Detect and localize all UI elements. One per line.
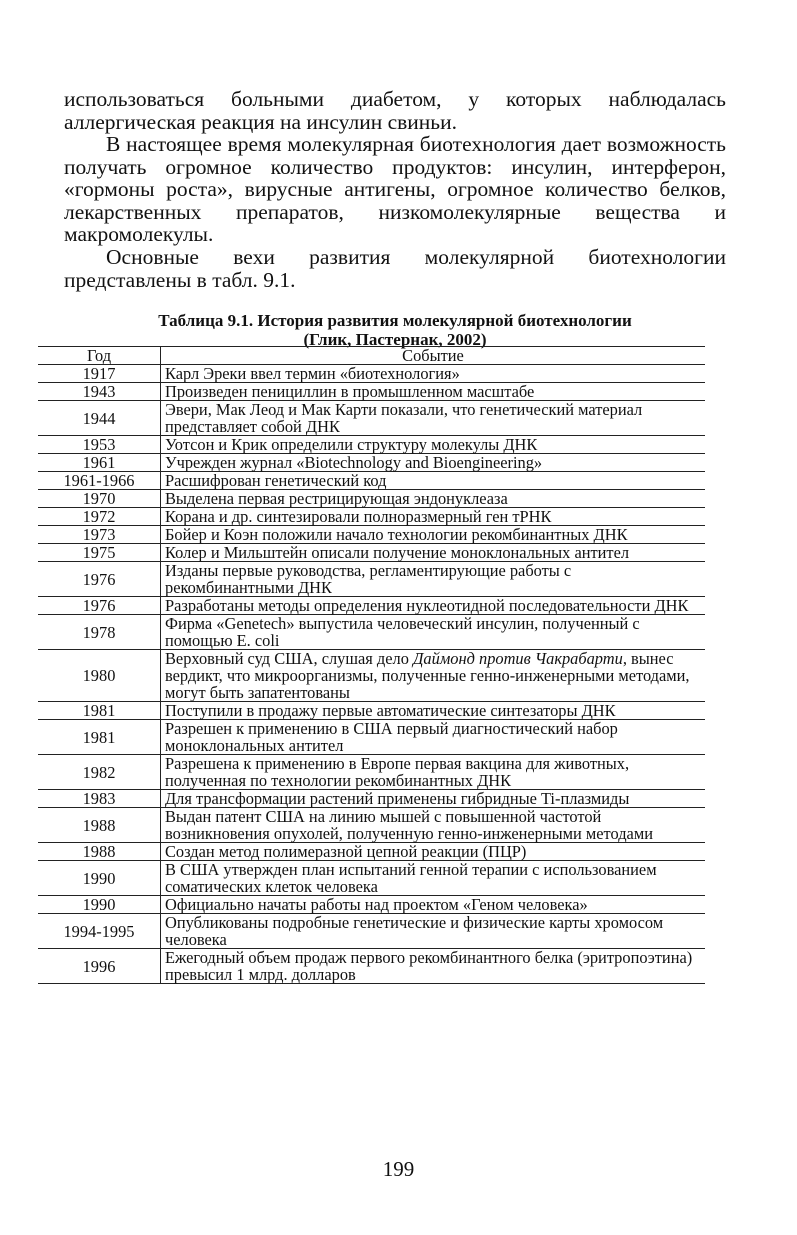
table-row (38, 508, 705, 526)
row-event: Официально начаты работы над проектом «Геном человека» (161, 896, 706, 914)
row-year: 1980 (38, 650, 161, 702)
table-row (38, 914, 705, 949)
row-event: Уотсон и Крик определили структуру молекулы ДНК (161, 436, 706, 454)
row-event: Опубликованы подробные генетические и физические карты хромосом человека (161, 914, 706, 949)
table-header-row (38, 347, 705, 365)
header-event: Событие (161, 347, 706, 365)
row-year: 1961 (38, 454, 161, 472)
table-row (38, 490, 705, 508)
table-row (38, 808, 705, 843)
row-year: 1990 (38, 896, 161, 914)
row-event: Выдан патент США на линию мышей с повышенной частотой возникновения опухолей, полученную генно-инженерными методами (161, 808, 706, 843)
row-event: Колер и Мильштейн описали получение моноклональных антител (161, 544, 706, 562)
table-row (38, 755, 705, 790)
row-year: 1982 (38, 755, 161, 790)
table-row (38, 436, 705, 454)
paragraph-2: В настоящее время молекулярная биотехнология дает возможность получать огромное количество продуктов: инсулин, интерферон, «гормоны роста», вирусные антигены, огромное количество белков, лекарственных препаратов, низкомолекулярные вещества и макромолекулы. (64, 132, 726, 246)
row-event: Фирма «Genetech» выпустила человеческий инсулин, полученный с помощью E. coli (161, 615, 706, 650)
table-row (38, 720, 705, 755)
row-event: Эвери, Мак Леод и Мак Карти показали, что генетический материал представляет собой ДНК (161, 401, 706, 436)
row-event-case-name: Даймонд против Чакрабарти (413, 649, 623, 668)
row-year: 1973 (38, 526, 161, 544)
row-year: 1961-1966 (38, 472, 161, 490)
row-year: 1990 (38, 861, 161, 896)
row-year: 1996 (38, 949, 161, 984)
row-event: В США утвержден план испытаний генной терапии с использованием соматических клеток человека (161, 861, 706, 896)
table-row (38, 383, 705, 401)
table-row (38, 597, 705, 615)
row-event: Выделена первая рестрицирующая эндонуклеаза (161, 490, 706, 508)
table-row (38, 843, 705, 861)
row-year: 1994-1995 (38, 914, 161, 949)
paragraph-3: Основные вехи развития молекулярной биотехнологии представлены в табл. 9.1. (64, 245, 726, 292)
table-row (38, 949, 705, 984)
table-row (38, 615, 705, 650)
row-year: 1944 (38, 401, 161, 436)
table-row (38, 650, 705, 702)
row-event: Изданы первые руководства, регламентирующие работы с рекомбинантными ДНК (161, 562, 706, 597)
row-event: Учрежден журнал «Biotechnology and Bioengineering» (161, 454, 706, 472)
row-year: 1975 (38, 544, 161, 562)
table-caption-title: Таблица 9.1. История развития молекулярной биотехнологии (158, 311, 632, 330)
row-event (161, 650, 706, 702)
row-year: 1953 (38, 436, 161, 454)
row-year: 1981 (38, 720, 161, 755)
header-year: Год (38, 347, 161, 365)
row-year: 1988 (38, 843, 161, 861)
row-year: 1978 (38, 615, 161, 650)
table-caption-source: (Глик, Пастернак, 2002) (303, 330, 487, 349)
table-row (38, 365, 705, 383)
row-year: 1970 (38, 490, 161, 508)
row-event: Корана и др. синтезировали полноразмерный ген тРНК (161, 508, 706, 526)
table-row (38, 401, 705, 436)
row-event: Расшифрован генетический код (161, 472, 706, 490)
row-event: Разрешена к применению в Европе первая вакцина для животных, полученная по технологии рекомбинантных ДНК (161, 755, 706, 790)
table-row (38, 454, 705, 472)
history-table (38, 346, 705, 984)
row-year: 1976 (38, 562, 161, 597)
table-row (38, 861, 705, 896)
row-event: Для трансформации растений применены гибридные Ti-плазмиды (161, 790, 706, 808)
row-year: 1981 (38, 702, 161, 720)
row-event: Разрешен к применению в США первый диагностический набор моноклональных антител (161, 720, 706, 755)
row-year: 1983 (38, 790, 161, 808)
row-event-text: , вынес вердикт, что микроорганизмы, полученные генно-инженерными методами, могут быть запатентованы (165, 649, 690, 702)
row-event: Разработаны методы определения нуклеотидной последовательности ДНК (161, 597, 706, 615)
row-event-text: Верховный суд США, слушая дело (165, 649, 413, 668)
row-event: Создан метод полимеразной цепной реакции (ПЦР) (161, 843, 706, 861)
row-event: Карл Эреки ввел термин «биотехнология» (161, 365, 706, 383)
row-event: Бойер и Коэн положили начало технологии рекомбинантных ДНК (161, 526, 706, 544)
table-caption (64, 311, 726, 349)
row-year: 1917 (38, 365, 161, 383)
row-event: Ежегодный объем продаж первого рекомбинантного белка (эритропоэтина) превысил 1 млрд. долларов (161, 949, 706, 984)
row-year: 1943 (38, 383, 161, 401)
table-row (38, 472, 705, 490)
row-event: Произведен пенициллин в промышленном масштабе (161, 383, 706, 401)
row-event: Поступили в продажу первые автоматические синтезаторы ДНК (161, 702, 706, 720)
table-row (38, 526, 705, 544)
row-year: 1988 (38, 808, 161, 843)
table-row (38, 562, 705, 597)
row-year: 1972 (38, 508, 161, 526)
paragraph-1: использоваться больными диабетом, у которых наблюдалась аллергическая реакция на инсулин свиньи. (64, 87, 726, 134)
row-year: 1976 (38, 597, 161, 615)
table-row (38, 790, 705, 808)
table-row (38, 544, 705, 562)
table-row (38, 702, 705, 720)
table-row (38, 896, 705, 914)
page-number: 199 (382, 1157, 415, 1181)
